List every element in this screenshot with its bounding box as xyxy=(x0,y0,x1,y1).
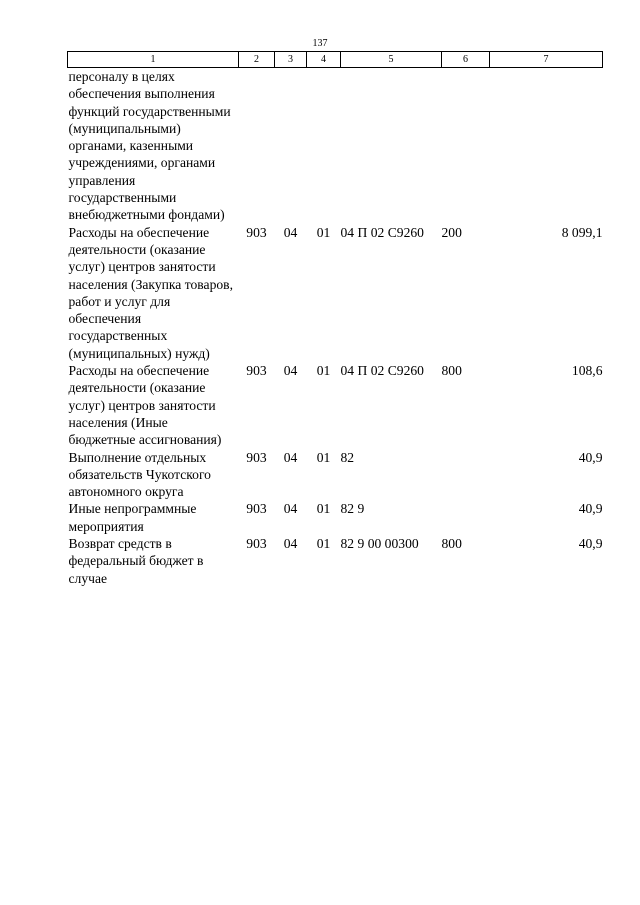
table-row xyxy=(68,224,603,362)
row-expense-type xyxy=(442,68,490,224)
row-section-code: 04 xyxy=(283,536,298,552)
row-ministry-code: 903 xyxy=(246,224,267,240)
header-col-6: 6 xyxy=(442,52,490,68)
row-name: Иные непрограммные мероприятия xyxy=(68,501,197,534)
row-amount: 108,6 xyxy=(571,363,603,379)
row-amount: 40,9 xyxy=(578,449,603,465)
row-ministry-code xyxy=(239,68,275,224)
row-amount xyxy=(490,68,603,224)
row-ministry-code: 903 xyxy=(246,363,267,379)
table-body xyxy=(68,68,603,587)
row-expense-type: 200 xyxy=(441,224,462,240)
row-name: Возврат средств в федеральный бюджет в случае xyxy=(68,536,204,586)
table-row xyxy=(68,362,603,448)
row-name: Расходы на обеспечение деятельности (оказание услуг) центров занятости населения (Иные бюджетные ассигнования) xyxy=(68,363,222,448)
row-subsection-code: 01 xyxy=(316,536,331,552)
row-subsection-code: 01 xyxy=(316,363,331,379)
row-target-code: 82 9 xyxy=(340,501,365,517)
row-subsection-code xyxy=(307,68,341,224)
header-col-5: 5 xyxy=(341,52,442,68)
page-number: 137 xyxy=(312,38,328,49)
row-expense-type: 800 xyxy=(441,536,462,552)
table-row xyxy=(68,500,603,535)
header-col-3: 3 xyxy=(275,52,307,68)
header-col-1: 1 xyxy=(68,52,239,68)
row-name: персоналу в целях обеспечения выполнения функций государственными (муниципальными) органами, казенными учреждениями, органами управления государственными внебюджетными фондами) xyxy=(68,69,231,223)
row-expense-type: 800 xyxy=(441,363,462,379)
row-subsection-code: 01 xyxy=(316,449,331,465)
row-target-code: 82 9 00 00300 xyxy=(340,536,419,552)
row-section-code: 04 xyxy=(283,224,298,240)
row-subsection-code: 01 xyxy=(316,501,331,517)
row-ministry-code: 903 xyxy=(246,449,267,465)
row-section-code: 04 xyxy=(283,449,298,465)
row-section-code xyxy=(275,68,307,224)
table-header xyxy=(68,52,603,68)
row-subsection-code: 01 xyxy=(316,224,331,240)
row-target-code: 04 П 02 С9260 xyxy=(340,224,424,240)
row-expense-type xyxy=(442,449,490,501)
table-row xyxy=(68,535,603,587)
row-name: Выполнение отдельных обязательств Чукотского автономного округа xyxy=(68,449,211,500)
header-col-7: 7 xyxy=(490,52,603,68)
row-ministry-code: 903 xyxy=(246,501,267,517)
header-col-2: 2 xyxy=(239,52,275,68)
row-target-code: 82 xyxy=(340,449,355,465)
table-row xyxy=(68,68,603,224)
table-row xyxy=(68,449,603,501)
row-target-code: 04 П 02 С9260 xyxy=(340,363,424,379)
row-name: Расходы на обеспечение деятельности (оказание услуг) центров занятости населения (Закупка товаров, работ и услуг для обеспечения государственных (муниципальных) нужд) xyxy=(68,224,233,361)
row-amount: 8 099,1 xyxy=(561,224,603,240)
row-amount: 40,9 xyxy=(578,536,603,552)
row-amount: 40,9 xyxy=(578,501,603,517)
row-ministry-code: 903 xyxy=(246,536,267,552)
row-section-code: 04 xyxy=(283,501,298,517)
header-col-4: 4 xyxy=(307,52,341,68)
row-target-code xyxy=(341,68,442,224)
row-section-code: 04 xyxy=(283,363,298,379)
budget-table xyxy=(67,51,603,587)
header-row xyxy=(68,52,603,68)
row-expense-type xyxy=(442,500,490,535)
